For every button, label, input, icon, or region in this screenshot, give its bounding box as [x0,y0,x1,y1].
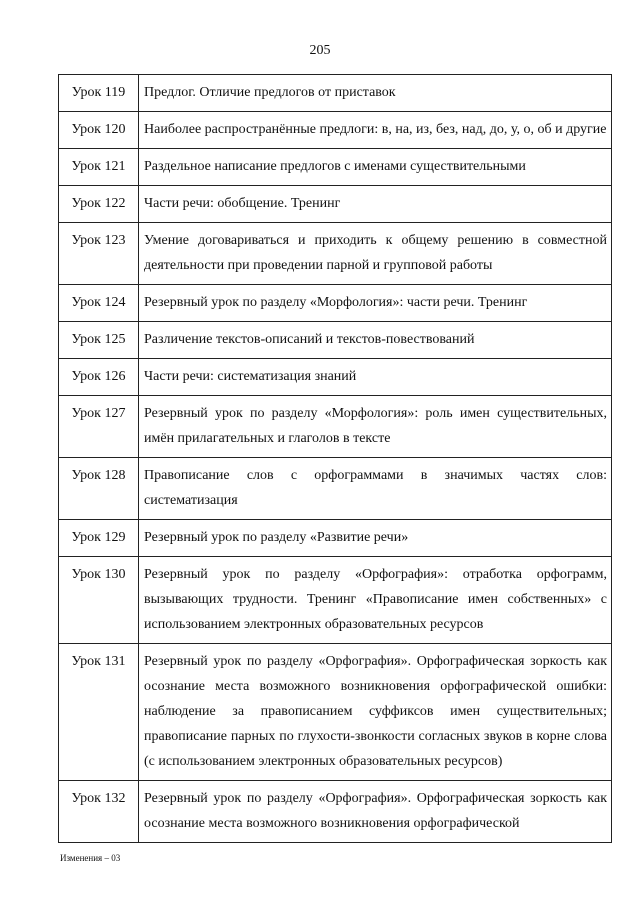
table-row [59,520,612,557]
table-row [59,186,612,223]
table-row [59,396,612,458]
table-row [59,644,612,781]
lesson-topic: Части речи: систематизация знаний [139,359,612,396]
lesson-topic: Резервный урок по разделу «Морфология»: части речи. Тренинг [139,285,612,322]
lesson-topic: Различение текстов-описаний и текстов-повествований [139,322,612,359]
lesson-number: Урок 120 [59,112,139,149]
lesson-number: Урок 132 [59,781,139,843]
lesson-topic: Резервный урок по разделу «Орфография». Орфографическая зоркость как осознание места возможного возникновения орфографической [139,781,612,843]
lesson-number: Урок 122 [59,186,139,223]
lesson-topic: Предлог. Отличие предлогов от приставок [139,75,612,112]
footer-revision-note: Изменения – 03 [60,853,121,863]
table-row [59,781,612,843]
lesson-topic: Раздельное написание предлогов с именами существительными [139,149,612,186]
lesson-number: Урок 131 [59,644,139,781]
table-row [59,75,612,112]
lesson-topic: Умение договариваться и приходить к общему решению в совместной деятельности при проведении парной и групповой работы [139,223,612,285]
lesson-number: Урок 127 [59,396,139,458]
lesson-number: Урок 130 [59,557,139,644]
table-row [59,112,612,149]
page-number: 205 [309,43,331,58]
lesson-topic: Правописание слов с орфограммами в значимых частях слов: систематизация [139,458,612,520]
lesson-number: Урок 129 [59,520,139,557]
lesson-topic: Резервный урок по разделу «Морфология»: роль имен существительных, имён прилагательных и глаголов в тексте [139,396,612,458]
lesson-number: Урок 128 [59,458,139,520]
lessons-table [58,74,612,843]
lesson-topic: Резервный урок по разделу «Орфография». Орфографическая зоркость как осознание места возможного возникновения орфографической ошибки: наблюдение за правописанием суффиксов имен существительных; правописание парных по глухости-звонкости согласных звуков в корне слова (с использованием электронных образовательных ресурсов) [139,644,612,781]
lesson-number: Урок 123 [59,223,139,285]
lesson-topic: Резервный урок по разделу «Орфография»: отработка орфограмм, вызывающих трудности. Тренинг «Правописание имен собственных» с использованием электронных образовательных ресурсов [139,557,612,644]
table-row [59,223,612,285]
table-row [59,285,612,322]
lesson-number: Урок 124 [59,285,139,322]
table-row [59,557,612,644]
lesson-topic: Резервный урок по разделу «Развитие речи» [139,520,612,557]
lesson-number: Урок 125 [59,322,139,359]
lesson-number: Урок 126 [59,359,139,396]
table-row [59,359,612,396]
lesson-topic: Наиболее распространённые предлоги: в, на, из, без, над, до, у, о, об и другие [139,112,612,149]
table-row [59,322,612,359]
lesson-topic: Части речи: обобщение. Тренинг [139,186,612,223]
table-row [59,458,612,520]
table-row [59,149,612,186]
lesson-number: Урок 121 [59,149,139,186]
lesson-number: Урок 119 [59,75,139,112]
